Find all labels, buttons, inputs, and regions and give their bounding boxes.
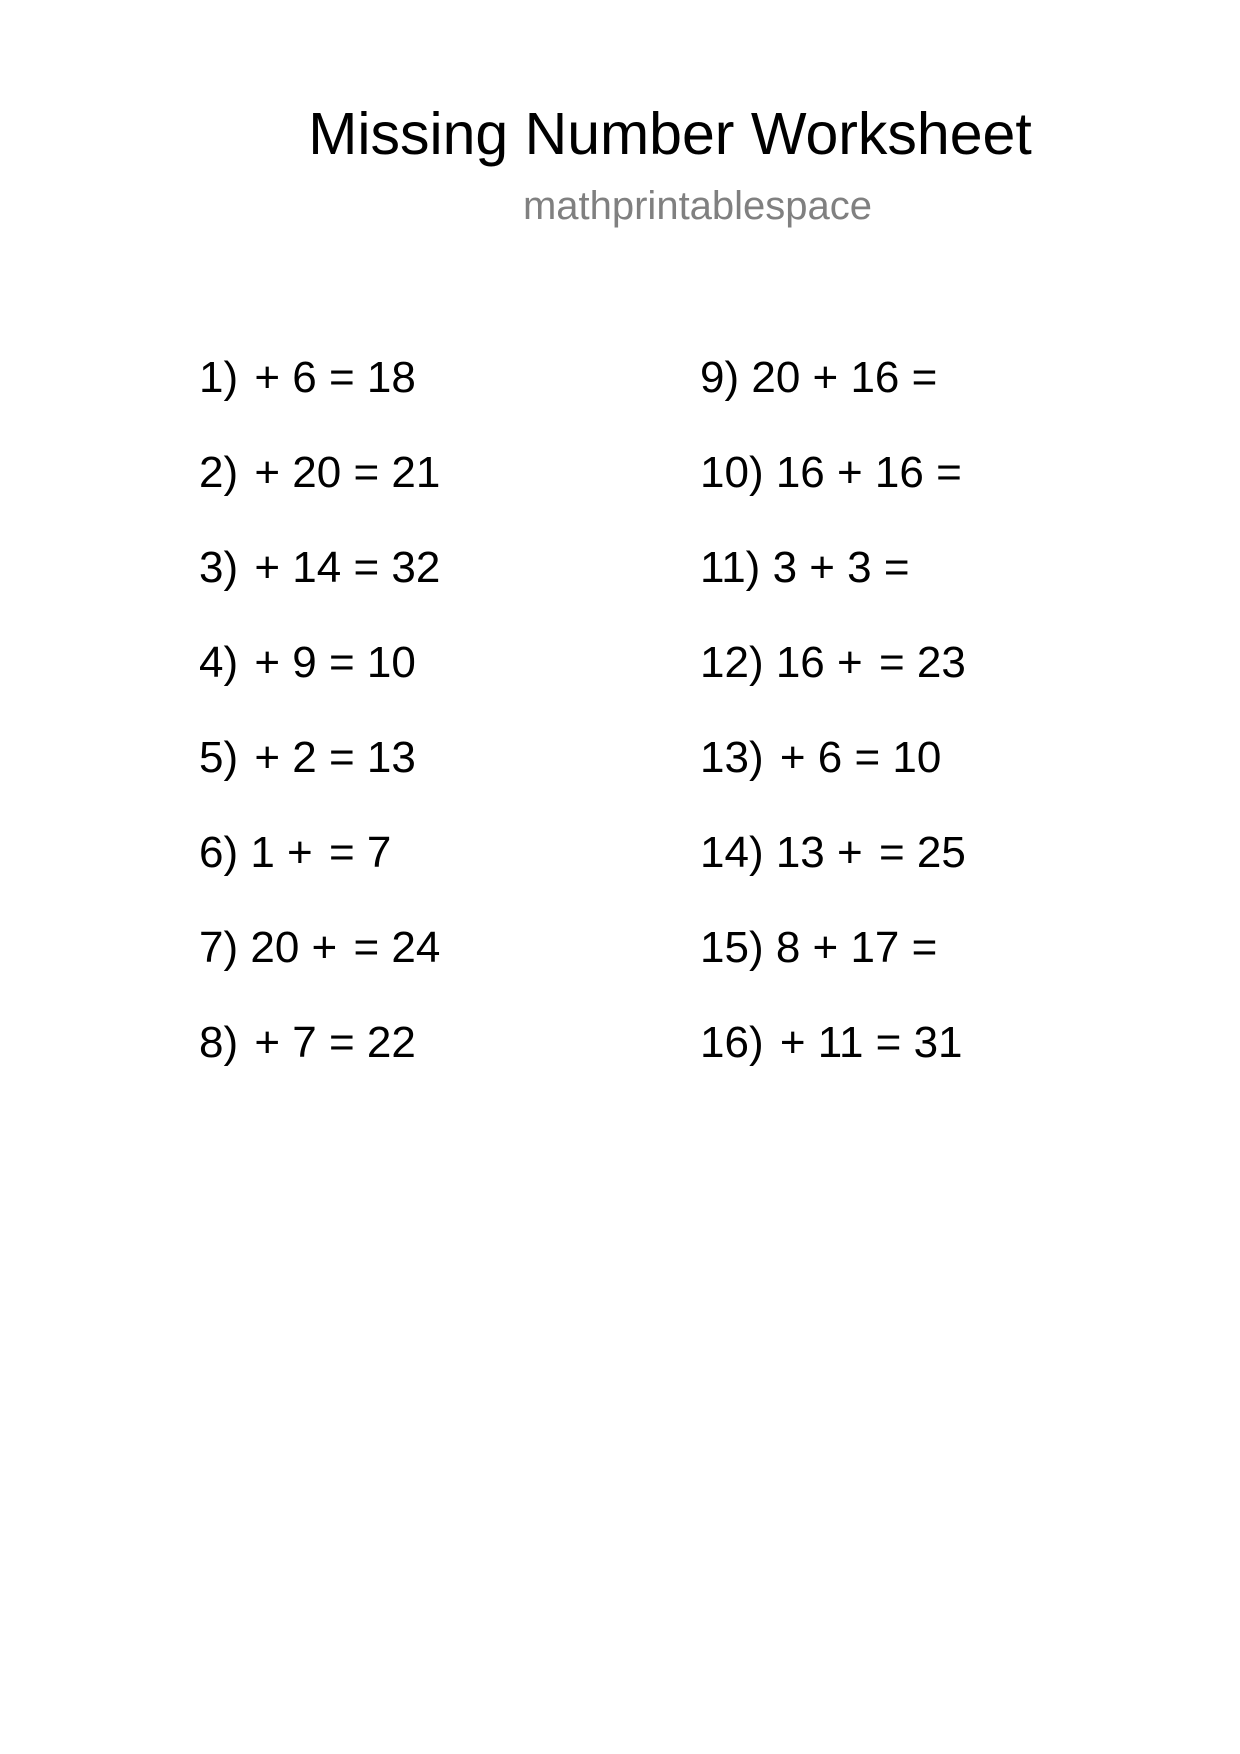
problem-13 [700, 732, 941, 784]
problem-expression: + 6 = 10 [779, 733, 942, 782]
problem-number: 8) [199, 1018, 239, 1067]
problem-12 [700, 637, 966, 689]
problem-number: 11) [700, 543, 761, 592]
problem-9 [700, 352, 941, 404]
problem-expression: 3 + 3 = [772, 543, 910, 592]
problem-4 [199, 637, 416, 689]
problem-expression: + 14 = 32 [254, 543, 441, 592]
worksheet-title: Missing Number Worksheet [308, 101, 1032, 167]
problem-6 [199, 827, 391, 879]
problem-2 [199, 447, 440, 499]
problem-expression: 8 + 17 = [775, 923, 938, 972]
problem-number: 10) [700, 448, 764, 497]
problem-expression: 20 + 16 = [751, 353, 938, 402]
problem-7 [199, 922, 440, 974]
problem-3 [199, 542, 440, 594]
problem-number: 5) [199, 733, 239, 782]
problem-number: 2) [199, 448, 239, 497]
problem-number: 9) [700, 353, 740, 402]
problem-expression-start: 20 + [250, 923, 338, 972]
problem-number: 13) [700, 733, 764, 782]
problem-number: 7) [199, 923, 239, 972]
problem-11 [700, 542, 914, 594]
problem-number: 1) [199, 353, 239, 402]
problem-expression-end: = 24 [353, 923, 441, 972]
problem-expression: 16 + 16 = [775, 448, 962, 497]
problem-1 [199, 352, 416, 404]
problem-number: 12) [700, 638, 764, 687]
problem-number: 16) [700, 1018, 764, 1067]
problem-expression: + 20 = 21 [254, 448, 441, 497]
problem-16 [700, 1017, 963, 1069]
problem-number: 15) [700, 923, 764, 972]
problem-14 [700, 827, 966, 879]
problem-number: 4) [199, 638, 239, 687]
problem-number: 6) [199, 828, 239, 877]
problem-10 [700, 447, 966, 499]
problem-expression-start: 16 + [775, 638, 863, 687]
problem-expression: + 9 = 10 [254, 638, 416, 687]
problem-15 [700, 922, 941, 974]
problem-expression-end: = 25 [878, 828, 966, 877]
problem-expression-start: 1 + [250, 828, 313, 877]
problem-expression-start: 13 + [775, 828, 863, 877]
problem-expression-end: = 7 [328, 828, 392, 877]
problem-8 [199, 1017, 416, 1069]
problem-expression-end: = 23 [878, 638, 966, 687]
problem-number: 14) [700, 828, 764, 877]
problem-expression: + 7 = 22 [254, 1018, 416, 1067]
problem-5 [199, 732, 416, 784]
problem-number: 3) [199, 543, 239, 592]
worksheet-subtitle: mathprintablespace [522, 184, 873, 228]
problem-expression: + 11 = 31 [779, 1018, 963, 1067]
problem-expression: + 6 = 18 [254, 353, 416, 402]
problem-expression: + 2 = 13 [254, 733, 416, 782]
